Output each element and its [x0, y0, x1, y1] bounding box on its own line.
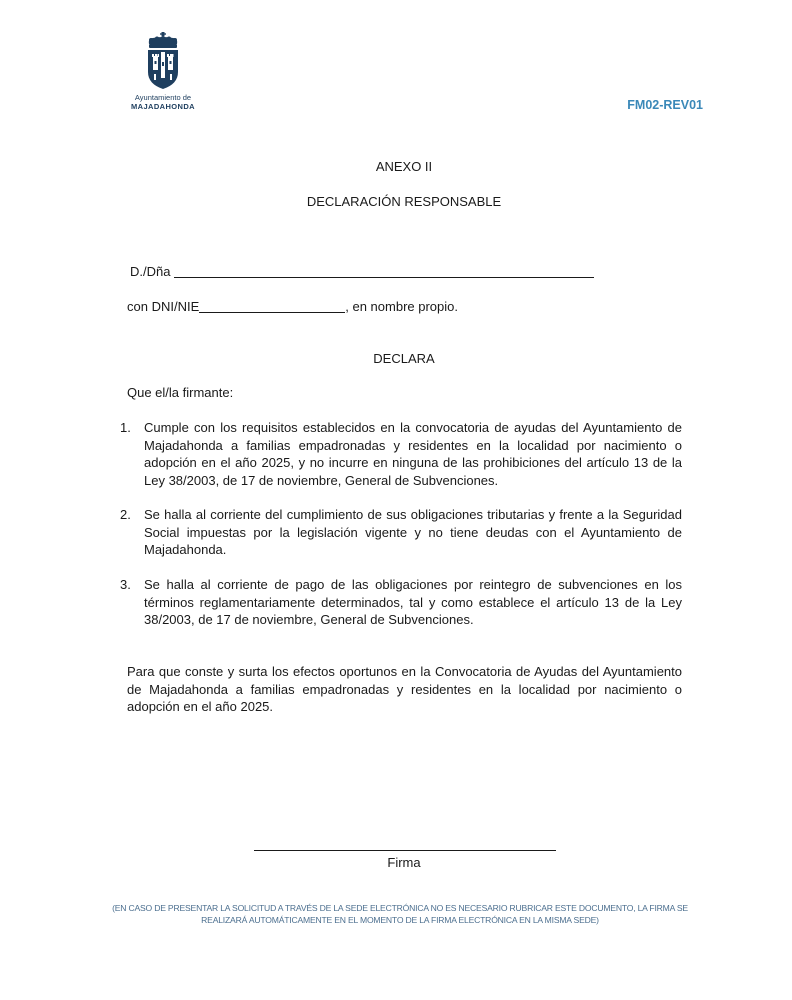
list-item: [120, 419, 682, 489]
intro-text: Que el/la firmante:: [127, 385, 234, 400]
logo-line-2: MAJADAHONDA: [131, 102, 195, 111]
name-label: D./Dña: [130, 264, 171, 279]
declaration-list: [120, 506, 682, 559]
document-heading: DECLARACIÓN RESPONSABLE: [306, 194, 502, 209]
item-number: 1.: [120, 420, 131, 435]
item-number: 2.: [120, 507, 131, 522]
item-text: Se halla al corriente de pago de las obligaciones por reintegro de subvenciones en los términos reglamentariamente determinados, tal y como establece el artículo 13 de la Ley 38/2003, de 17 de noviembre, General de Subvenciones.: [144, 577, 682, 627]
name-field[interactable]: [174, 264, 594, 278]
coat-of-arms-icon: [145, 32, 181, 90]
annex-title: ANEXO II: [375, 159, 433, 174]
list-item: [120, 506, 682, 559]
declaration-list: [120, 576, 682, 629]
declara-heading: DECLARA: [373, 351, 435, 366]
list-item: [120, 576, 682, 629]
item-text: Cumple con los requisitos establecidos en la convocatoria de ayudas del Ayuntamiento de Majadahonda a familias empadronadas y residentes en la localidad por nacimiento o adopción en el año 2025, y no incurre en ninguna de las prohibiciones del artículo 13 de la Ley 38/2003, de 17 de noviembre, General de Subvenciones.: [144, 420, 682, 488]
signature-line[interactable]: [254, 850, 556, 851]
dni-suffix: , en nombre propio.: [345, 299, 458, 314]
signature-label: Firma: [387, 855, 421, 870]
footer-note: (EN CASO DE PRESENTAR LA SOLICITUD A TRAVÉS DE LA SEDE ELECTRÓNICA NO ES NECESARIO RUBRICAR ESTE DOCUMENTO, LA FIRMA SE REALIZARÁ AUTOMÁTICAMENTE EN EL MOMENTO DE LA FIRMA ELECTRÓNICA EN LA MISMA SEDE): [112, 903, 688, 925]
document-code: FM02-REV01: [627, 98, 703, 112]
dni-field[interactable]: [199, 299, 345, 313]
name-row: [130, 264, 594, 279]
dni-label: con DNI/NIE: [127, 299, 200, 314]
declaration-list: [120, 419, 682, 489]
closing-paragraph: Para que conste y surta los efectos oportunos en la Convocatoria de Ayudas del Ayuntamiento de Majadahonda a familias empadronadas y residentes en la localidad por nacimiento o adopción en el año 2025.: [127, 664, 682, 714]
logo-line-1: Ayuntamiento de: [134, 93, 192, 102]
municipal-logo: [122, 32, 204, 116]
item-text: Se halla al corriente del cumplimiento de sus obligaciones tributarias y frente a la Seguridad Social impuestas por la legislación vigente y no tiene deudas con el Ayuntamiento de Majadahonda.: [144, 507, 682, 557]
dni-row: [127, 299, 458, 314]
item-number: 3.: [120, 577, 131, 592]
